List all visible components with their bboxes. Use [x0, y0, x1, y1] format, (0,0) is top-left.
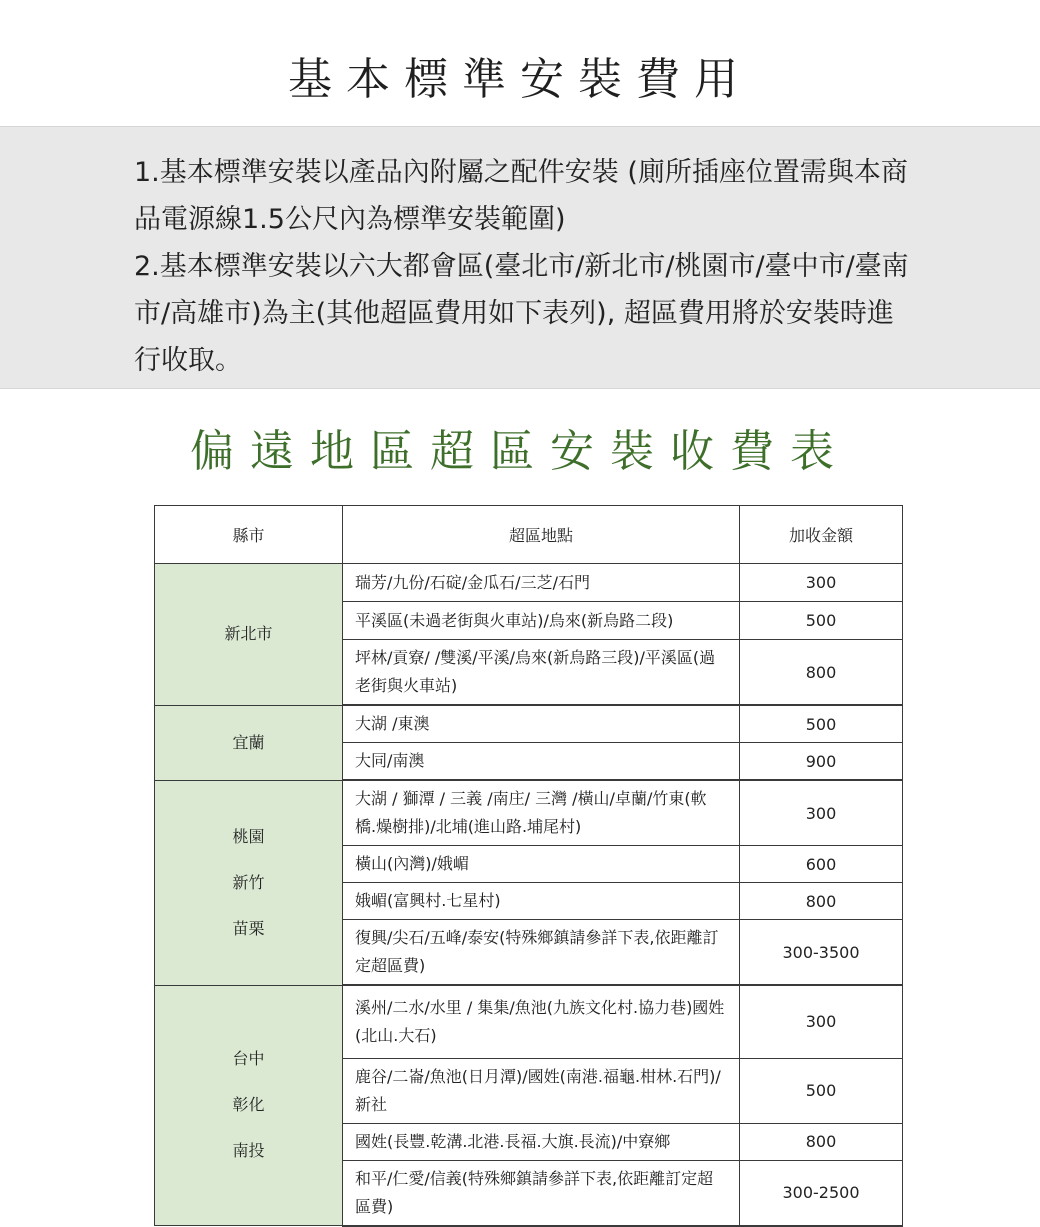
area-cell: 大湖 /東澳 [343, 705, 740, 743]
notes-text [134, 149, 914, 384]
area-cell: 橫山(內灣)/娥嵋 [343, 846, 740, 883]
header-area: 超區地點 [343, 506, 740, 564]
table-row [155, 564, 903, 602]
table-row [155, 780, 903, 846]
county-label: 宜蘭 [232, 732, 265, 752]
table-row [155, 985, 903, 1058]
note-2: 2.基本標準安裝以六大都會區(臺北市/新北市/桃園市/臺中市/臺南市/高雄市)為主(其他超區費用如下表列), 超區費用將於安裝時進行收取。 [134, 251, 909, 376]
note-1: 1.基本標準安裝以產品內附屬之配件安裝 (廁所插座位置需與本商品電源線1.5公尺內為標準安裝範圍) [134, 157, 908, 235]
county-label: 桃園 [232, 826, 265, 846]
county-label: 台中 [232, 1049, 265, 1069]
remote-area-fee-table [154, 505, 903, 1227]
county-cell-yilan [155, 705, 343, 780]
area-cell: 國姓(長豐.乾溝.北港.長福.大旗.長流)/中寮鄉 [343, 1123, 740, 1160]
area-cell: 坪林/貢寮/ /雙溪/平溪/烏來(新烏路三段)/平溪區(過老街與火車站) [343, 640, 740, 706]
header-county: 縣市 [155, 506, 343, 564]
fee-cell: 900 [740, 743, 903, 781]
fee-cell: 300 [740, 780, 903, 846]
area-cell: 大同/南澳 [343, 743, 740, 781]
area-cell: 鹿谷/二崙/魚池(日月潭)/國姓(南港.福龜.柑林.石門)/新社 [343, 1058, 740, 1123]
page-title: 基本標準安裝費用 [288, 54, 752, 105]
county-cell-taoyuan-hsinchu-miaoli [155, 780, 343, 985]
table-title: 偏遠地區超區安裝收費表 [190, 426, 850, 477]
county-cell-taichung-changhua-nantou [155, 985, 343, 1226]
fee-cell: 300-2500 [740, 1160, 903, 1226]
area-cell: 復興/尖石/五峰/泰安(特殊鄉鎮請參詳下表,依距離訂定超區費) [343, 920, 740, 986]
area-cell: 平溪區(未過老街與火車站)/烏來(新烏路二段) [343, 602, 740, 640]
table-row [155, 705, 903, 743]
area-cell: 大湖 / 獅潭 / 三義 /南庄/ 三灣 /橫山/卓蘭/竹東(軟橋.燥樹排)/北埔(進山路.埔尾村) [343, 780, 740, 846]
county-label: 彰化 [232, 1095, 265, 1115]
county-label: 苗栗 [232, 918, 265, 938]
fee-cell: 500 [740, 705, 903, 743]
fee-cell: 300-3500 [740, 920, 903, 986]
fee-cell: 300 [740, 985, 903, 1058]
county-label: 新北市 [224, 624, 273, 644]
table-header-row [155, 506, 903, 564]
area-cell: 娥嵋(富興村.七星村) [343, 883, 740, 920]
fee-cell: 500 [740, 1058, 903, 1123]
county-label: 南投 [232, 1141, 265, 1161]
fee-cell: 800 [740, 640, 903, 706]
fee-cell: 300 [740, 564, 903, 602]
installation-notes [0, 126, 1040, 389]
header-fee: 加收金額 [740, 506, 903, 564]
fee-cell: 800 [740, 883, 903, 920]
fee-cell: 500 [740, 602, 903, 640]
county-cell-new-taipei [155, 564, 343, 706]
area-cell: 溪州/二水/水里 / 集集/魚池(九族文化村.協力巷)國姓(北山.大石) [343, 985, 740, 1058]
area-cell: 瑞芳/九份/石碇/金瓜石/三芝/石門 [343, 564, 740, 602]
fee-cell: 800 [740, 1123, 903, 1160]
county-label: 新竹 [232, 872, 265, 892]
fee-cell: 600 [740, 846, 903, 883]
area-cell: 和平/仁愛/信義(特殊鄉鎮請參詳下表,依距離訂定超區費) [343, 1160, 740, 1226]
